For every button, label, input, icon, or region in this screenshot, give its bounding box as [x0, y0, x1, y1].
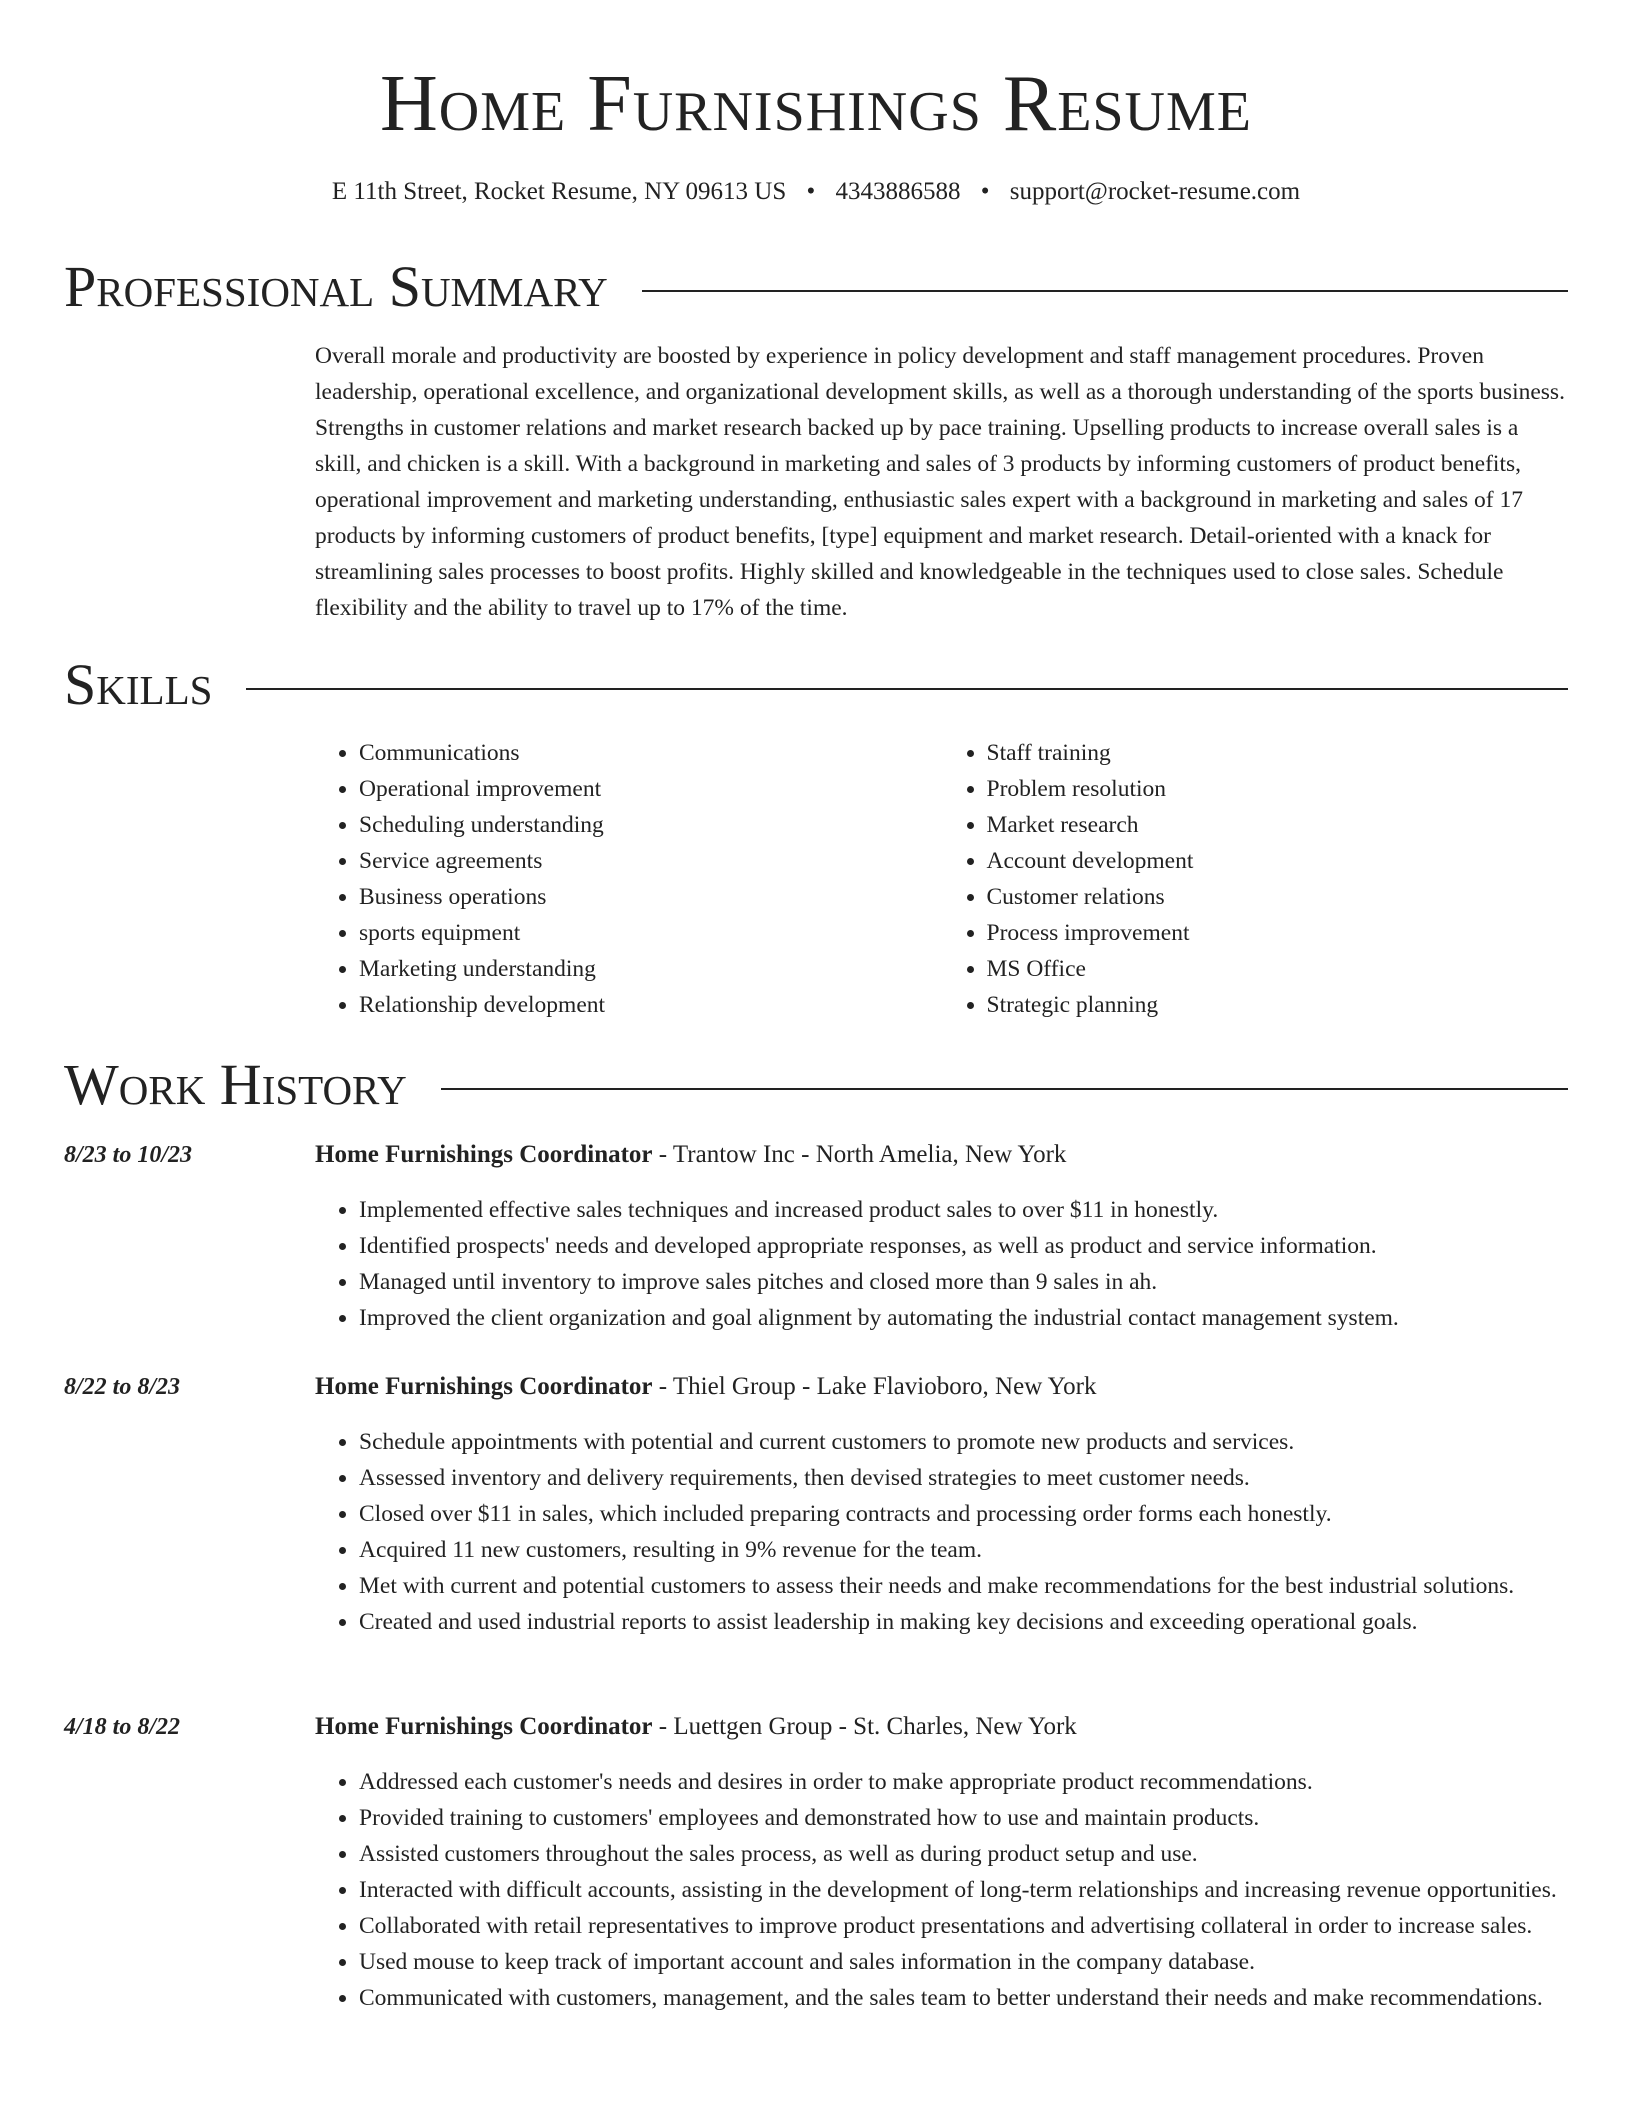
job-bullet: • Used mouse to keep track of important account and sales information in the company database.: [359, 1944, 1614, 1980]
job-bullet-list: [315, 1764, 1614, 2016]
section-divider: [246, 688, 1568, 690]
contact-separator: •: [980, 178, 990, 205]
job-bullet: • Assisted customers throughout the sales process, as well as during product setup and use.: [359, 1836, 1614, 1872]
section-divider: [642, 290, 1568, 292]
section-heading-skills: [64, 650, 1568, 720]
job-bullet-list: [315, 1192, 1614, 1336]
job-bullet: • Closed over $11 in sales, which included preparing contracts and processing order forms each honestly.: [359, 1496, 1614, 1532]
skills-column-right: [943, 735, 1571, 1023]
job-bullet: • Assessed inventory and delivery requirements, then devised strategies to meet customer needs.: [359, 1460, 1614, 1496]
section-heading-label: Skills: [64, 652, 213, 717]
contact-email: support@rocket-resume.com: [1009, 178, 1301, 205]
skill-item: • Business operations: [359, 879, 943, 915]
job-bullet: • Met with current and potential customers to assess their needs and make recommendations for the best industrial solutions.: [359, 1568, 1614, 1604]
job-bullet: • Interacted with difficult accounts, assisting in the development of long-term relationships and increasing revenue opportunities.: [359, 1872, 1614, 1908]
job-title: Home Furnishings Coordinator: [315, 1373, 653, 1400]
job-bullet: • Implemented effective sales techniques and increased product sales to over $11 in honestly.: [359, 1192, 1614, 1228]
job-company: - Trantow Inc - North Amelia, New York: [652, 1141, 1067, 1168]
job-bullet: • Addressed each customer's needs and desires in order to make appropriate product recommendations.: [359, 1764, 1614, 1800]
skill-item: • Staff training: [987, 735, 1571, 771]
resume-title: Home Furnishings Resume: [379, 60, 1252, 148]
job-bullet: • Collaborated with retail representatives to improve product presentations and advertising collateral in order to increase sales.: [359, 1908, 1614, 1944]
skill-item: • Relationship development: [359, 987, 943, 1023]
skills-column-left: [315, 735, 943, 1023]
section-heading-work-history: [64, 1050, 1568, 1120]
job-company: - Thiel Group - Lake Flavioboro, New York: [652, 1373, 1097, 1400]
job-company: - Luettgen Group - St. Charles, New York: [652, 1713, 1077, 1740]
job-title: Home Furnishings Coordinator: [315, 1141, 653, 1168]
job-bullet-list: [315, 1424, 1614, 1640]
skills-list: [315, 735, 1570, 1023]
skill-item: • Communications: [359, 735, 943, 771]
contact-line: [0, 174, 1632, 210]
skill-item: • Process improvement: [987, 915, 1571, 951]
section-heading-summary: [64, 252, 1568, 322]
contact-address: E 11th Street, Rocket Resume, NY 09613 US: [331, 178, 787, 205]
job-date: 4/18 to 8/22: [64, 1714, 181, 1740]
contact-separator: •: [806, 178, 816, 205]
job-bullet: • Acquired 11 new customers, resulting in 9% revenue for the team.: [359, 1532, 1614, 1568]
job-bullet: • Identified prospects' needs and developed appropriate responses, as well as product and service information.: [359, 1228, 1614, 1264]
skill-item: • sports equipment: [359, 915, 943, 951]
job-date: 8/23 to 10/23: [64, 1142, 193, 1168]
skill-item: • Customer relations: [987, 879, 1571, 915]
job-title: Home Furnishings Coordinator: [315, 1713, 653, 1740]
skill-item: • MS Office: [987, 951, 1571, 987]
skill-item: • Service agreements: [359, 843, 943, 879]
job-bullet: • Managed until inventory to improve sales pitches and closed more than 9 sales in ah.: [359, 1264, 1614, 1300]
job-bullet: • Communicated with customers, management, and the sales team to better understand their needs and make recommendations.: [359, 1980, 1614, 2016]
skill-item: • Operational improvement: [359, 771, 943, 807]
job-date: 8/22 to 8/23: [64, 1374, 181, 1400]
summary-paragraph: Overall morale and productivity are boosted by experience in policy development and staff management procedures. Proven leadership, operational excellence, and organizational development skills, as well as a thorough understanding of the sports business. Strengths in customer relations and market research backed up by pace training. Upselling products to increase overall sales is a skill, and chicken is a skill. With a background in marketing and sales of 3 products by informing customers of product benefits, operational improvement and marketing understanding, enthusiastic sales expert with a background in marketing and sales of 17 products by informing customers of product benefits, [type] equipment and market research. Detail-oriented with a knack for streamlining sales processes to boost profits. Highly skilled and knowledgeable in the techniques used to close sales. Schedule flexibility and the ability to travel up to 17% of the time.: [315, 343, 1565, 621]
job-bullet: • Schedule appointments with potential and current customers to promote new products and services.: [359, 1424, 1614, 1460]
skill-item: • Problem resolution: [987, 771, 1571, 807]
skill-item: • Marketing understanding: [359, 951, 943, 987]
skill-item: • Account development: [987, 843, 1571, 879]
contact-phone: 4343886588: [835, 178, 961, 205]
skill-item: • Scheduling understanding: [359, 807, 943, 843]
job-heading: [315, 1709, 1570, 1745]
section-heading-label: Professional Summary: [64, 254, 608, 319]
job-bullet: • Created and used industrial reports to assist leadership in making key decisions and exceeding operational goals.: [359, 1604, 1614, 1640]
job-heading: [315, 1369, 1570, 1405]
skill-item: • Strategic planning: [987, 987, 1571, 1023]
job-bullet: • Improved the client organization and goal alignment by automating the industrial contact management system.: [359, 1300, 1614, 1336]
section-divider: [441, 1088, 1568, 1090]
job-bullet: • Provided training to customers' employees and demonstrated how to use and maintain products.: [359, 1800, 1614, 1836]
job-heading: [315, 1137, 1570, 1173]
skill-item: • Market research: [987, 807, 1571, 843]
section-heading-label: Work History: [64, 1052, 407, 1117]
